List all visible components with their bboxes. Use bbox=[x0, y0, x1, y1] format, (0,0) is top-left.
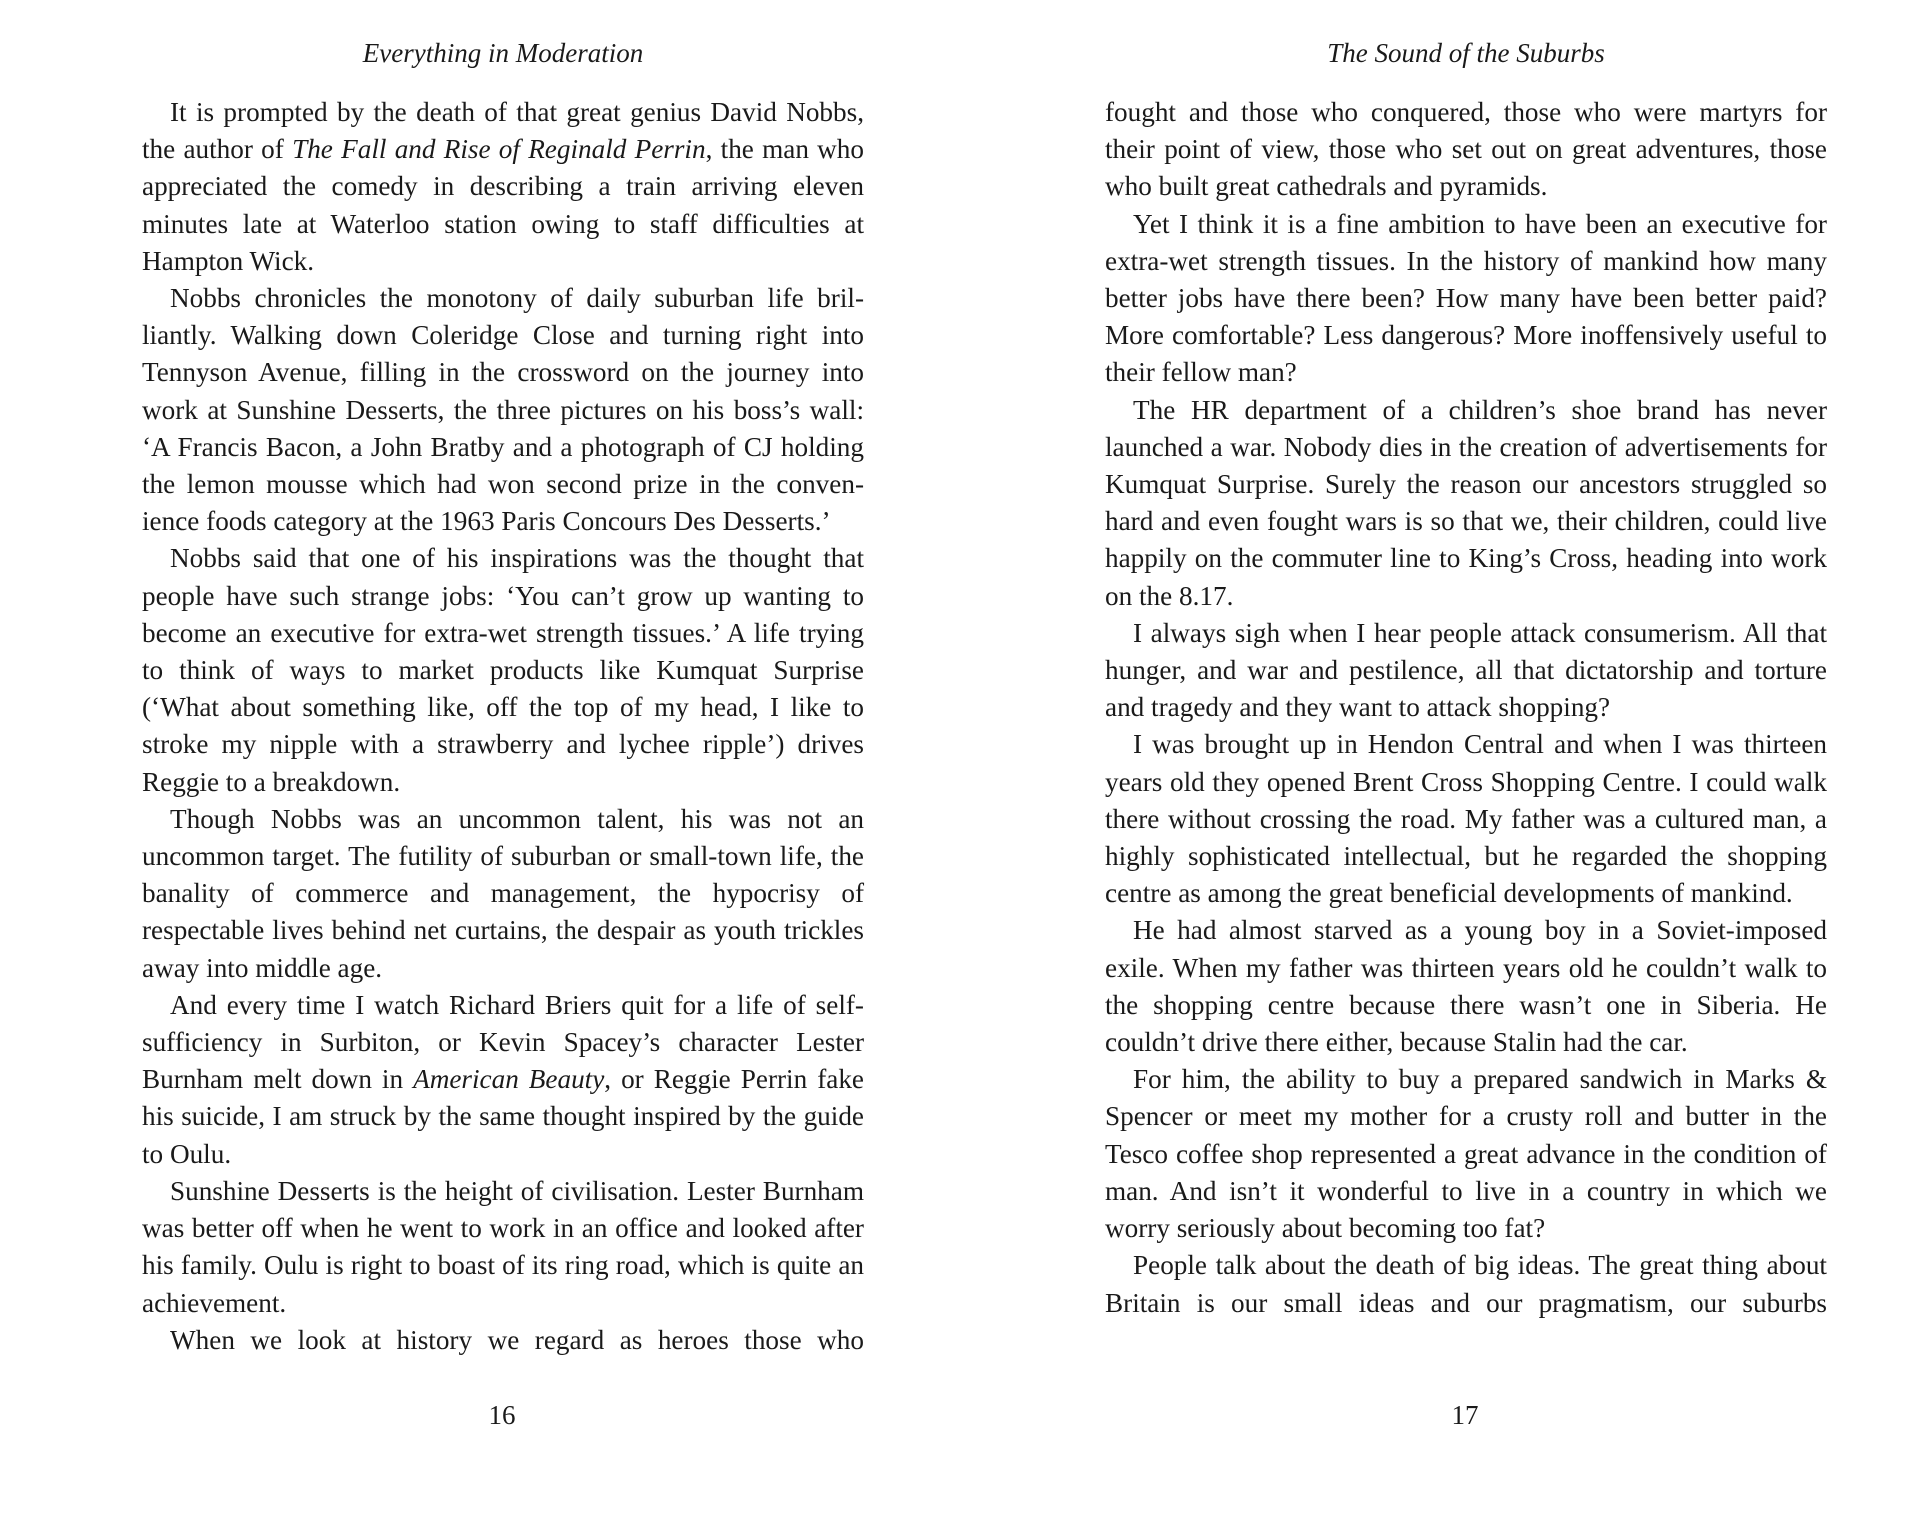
text-run: He had almost starved as a young boy in a Soviet-imposed exile. When my father was thirteen years old he couldn’t walk to the shopping centre because there wasn’t one in Siberia. He couldn’t drive there either, because Stalin had the car. bbox=[1105, 915, 1827, 1058]
paragraph bbox=[1105, 392, 1827, 615]
text-run: It is prompted by the death of that great genius David Nobbs, the author of bbox=[142, 97, 864, 165]
paragraph bbox=[142, 1173, 864, 1322]
left-page-number: 16 bbox=[488, 1400, 516, 1430]
text-run: Yet I think it is a fine ambition to have been an executive for extra-wet strength tissues. In the history of mankind how many better jobs have there been? How many have been better paid? More comfortable? Less dangerous? More inoffensively useful to their fellow man? bbox=[1105, 208, 1827, 388]
paragraph bbox=[1105, 912, 1827, 1061]
paragraph bbox=[142, 280, 864, 540]
paragraph bbox=[142, 987, 864, 1173]
text-run: I was brought up in Hendon Central and when I was thirteen years old they opened Brent Cross Shopping Centre. I could walk there without crossing the road. My father was a cultured man, a highly sophisticated intellectual, but he regarded the shopping centre as among the great beneficial developments of mankind. bbox=[1105, 729, 1827, 909]
text-run: , the man who appreciated the comedy in describing a train arriving eleven minutes late at Waterloo station owing to staff difficulties at Hampton Wick. bbox=[142, 134, 864, 276]
right-page-number: 17 bbox=[1451, 1400, 1479, 1430]
text-run: When we look at history we regard as heroes those who bbox=[170, 1324, 864, 1355]
paragraph bbox=[1105, 206, 1827, 392]
right-running-head: The Sound of the Suburbs bbox=[1327, 38, 1605, 68]
italic-title: American Beauty bbox=[413, 1064, 605, 1095]
paragraph bbox=[142, 94, 864, 280]
paragraph bbox=[1105, 1247, 1827, 1321]
text-run: For him, the ability to buy a prepared sandwich in Marks & Spencer or meet my mother for a crusty roll and butter in the Tesco coffee shop represented a great advance in the condition of man. And isn’t it wonderful to live in a country in which we worry seriously about becoming too fat? bbox=[1105, 1064, 1827, 1244]
text-run: Nobbs said that one of his inspirations was the thought that people have such strange jobs: ‘You can’t grow up wanting to become an executive for extra-wet strength tissues.’ A life trying to think of ways to market products like Kumquat Surprise (‘What about something like, off the top of my head, I like to stroke my nipple with a strawberry and lychee ripple’) drives Reggie to a breakdown. bbox=[142, 543, 864, 797]
text-run: People talk about the death of big ideas. The great thing about Britain is our small ideas and our pragmatism, our suburbs bbox=[1105, 1250, 1827, 1318]
text-run: And every time I watch Richard Briers quit for a life of self-sufficiency in Surbiton, or Kevin Spacey’s character Lester Burnham melt down in bbox=[142, 989, 864, 1095]
text-run: Nobbs chronicles the monotony of daily suburban life brilliantly. Walking down Coleridge Close and turning right into Tennyson Avenue, filling in the crossword on the journey into work at Sunshine Desserts, the three pictures on his boss’s wall: ‘A Francis Bacon, a John Bratby and a photograph of CJ holding the lemon mousse which had won second prize in the convenience foods category at the 1963 Paris Concours Des Desserts.’ bbox=[142, 283, 864, 537]
text-run: I always sigh when I hear people attack consumerism. All that hunger, and war and pestilence, all that dictatorship and torture and tragedy and they want to attack shopping? bbox=[1105, 617, 1827, 723]
paragraph bbox=[142, 540, 864, 800]
text-run: , or Reggie Perrin fake his suicide, I am struck by the same thought inspired by the guide to Oulu. bbox=[142, 1064, 864, 1169]
text-run: Though Nobbs was an uncommon talent, his was not an uncommon target. The futility of suburban or small-town life, the banality of commerce and management, the hypocrisy of respectable lives behind net curtains, the despair as youth trickles away into middle age. bbox=[142, 803, 864, 983]
paragraph bbox=[142, 801, 864, 987]
left-running-head: Everything in Moderation bbox=[362, 38, 644, 68]
paragraph bbox=[1105, 94, 1827, 206]
right-body-text bbox=[1105, 94, 1827, 1322]
paragraph bbox=[1105, 615, 1827, 727]
right-page bbox=[963, 0, 1926, 1518]
left-body-text bbox=[142, 94, 864, 1359]
italic-title: The Fall and Rise of Reginald Perrin bbox=[292, 134, 706, 165]
text-run: The HR department of a children’s shoe brand has never launched a war. Nobody dies in the creation of advertisements for Kumquat Surprise. Surely the reason our ancestors struggled so hard and even fought wars is so that we, their children, could live happily on the commuter line to King’s Cross, heading into work on the 8.17. bbox=[1105, 394, 1827, 611]
paragraph bbox=[1105, 726, 1827, 912]
text-run: Sunshine Desserts is the height of civilisation. Lester Burnham was better off when he went to work in an office and looked after his family. Oulu is right to boast of its ring road, which is quite an achievement. bbox=[142, 1175, 864, 1318]
paragraph bbox=[1105, 1061, 1827, 1247]
text-run: fought and those who conquered, those who were martyrs for their point of view, those who set out on great adventures, those who built great cathedrals and pyramids. bbox=[1105, 97, 1827, 202]
paragraph bbox=[142, 1322, 864, 1359]
